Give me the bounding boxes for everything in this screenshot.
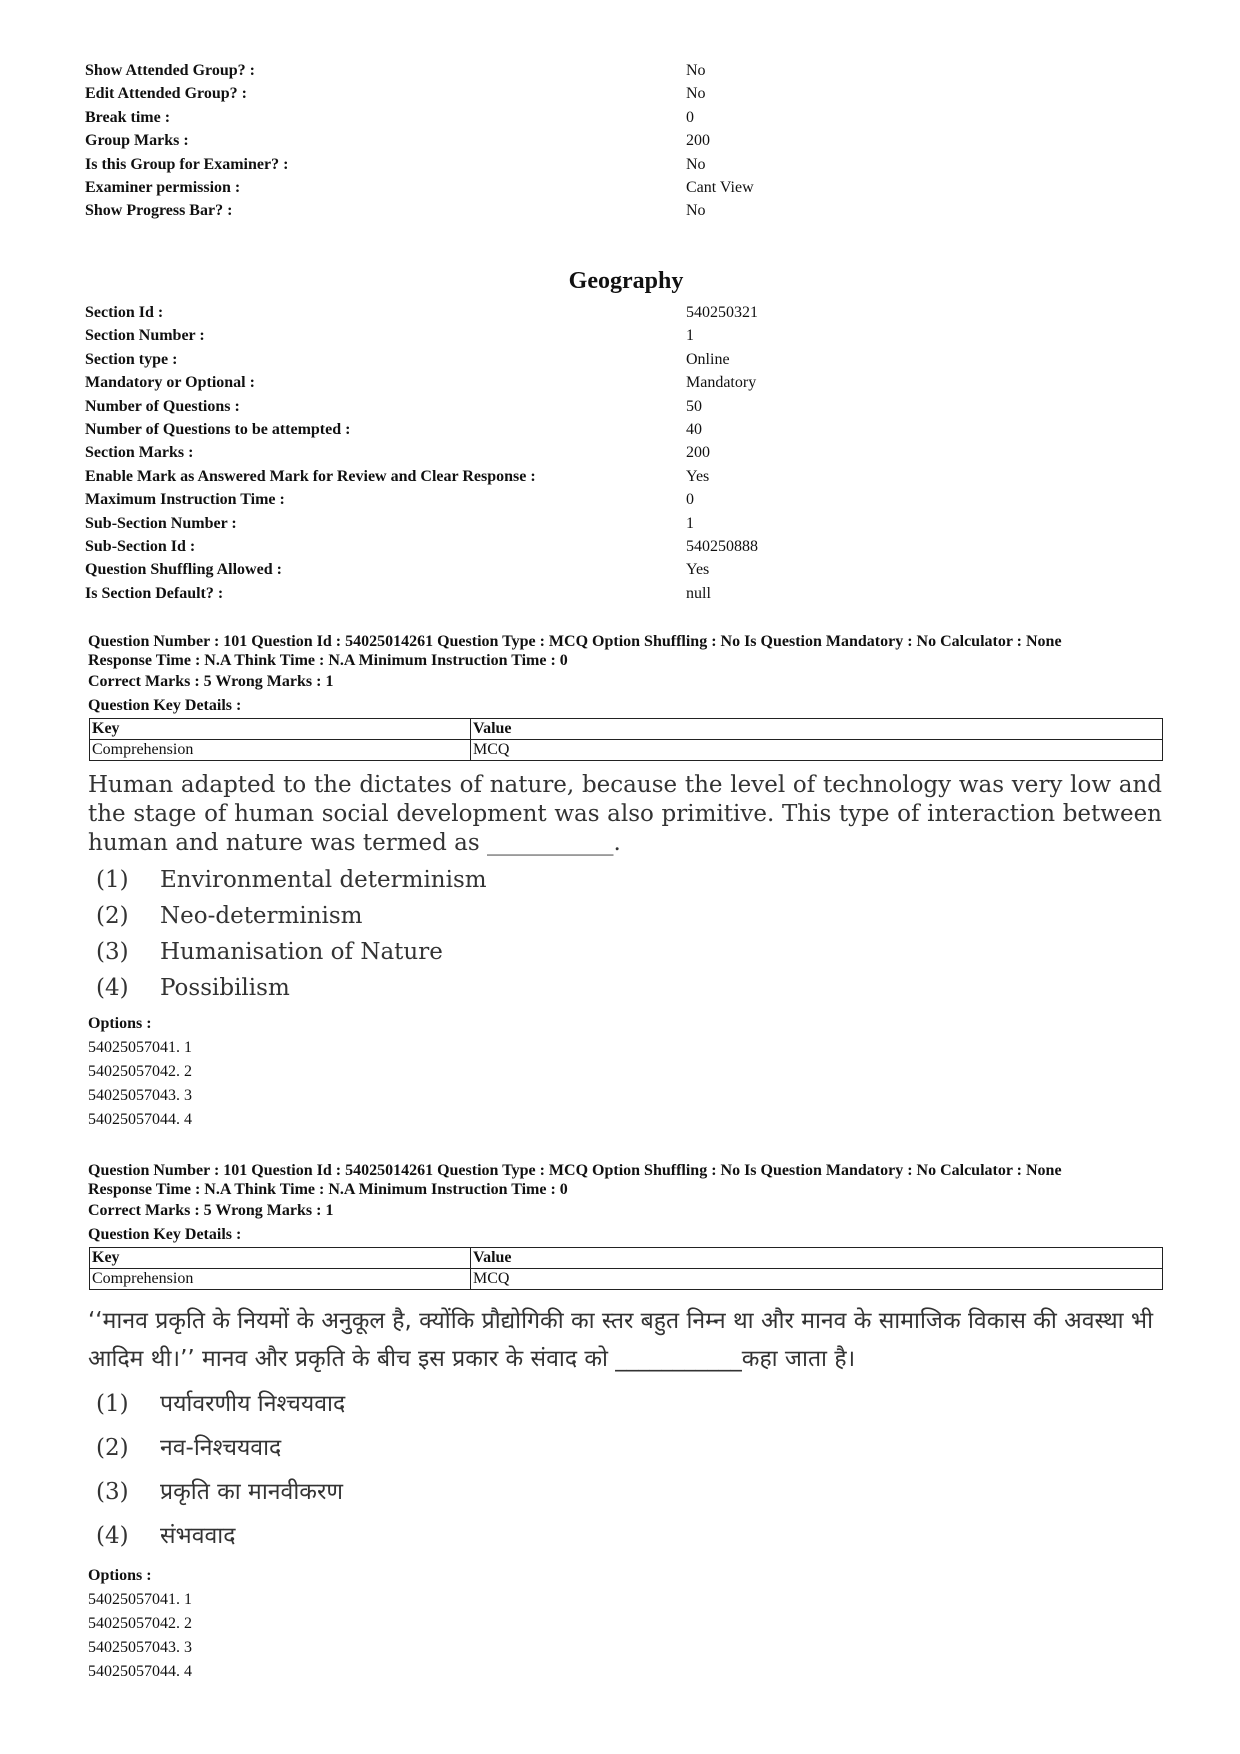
- field-label: Examiner permission :: [85, 178, 241, 196]
- choice-text: संभववाद: [160, 1523, 236, 1549]
- choice-number: (4): [96, 1523, 129, 1549]
- section-field-row: [85, 395, 1185, 418]
- field-label: Section Number :: [85, 327, 205, 345]
- field-label: Edit Attended Group? :: [85, 85, 247, 103]
- field-value: Cant View: [686, 178, 754, 196]
- answer-choice: [88, 934, 1168, 970]
- answer-choice: [88, 898, 1168, 934]
- group-settings: [85, 59, 1185, 223]
- field-label: Enable Mark as Answered Mark for Review and Clear Response :: [85, 467, 536, 485]
- field-label: Sub-Section Number :: [85, 514, 237, 532]
- field-label: Break time :: [85, 108, 171, 126]
- section-field-row: [85, 348, 1185, 371]
- table-header-cell: Value: [471, 1248, 1163, 1269]
- field-label: Group Marks :: [85, 132, 189, 150]
- options-label: Options :: [88, 1567, 152, 1584]
- field-label: Is this Group for Examiner? :: [85, 155, 289, 173]
- question-block-hindi: [88, 1161, 1168, 1684]
- answer-choice: [88, 862, 1168, 898]
- section-field-row: [85, 324, 1185, 347]
- field-label: Section Marks :: [85, 444, 194, 462]
- table-header-cell: Value: [471, 719, 1163, 740]
- choice-text: नव-निश्चयवाद: [160, 1435, 282, 1461]
- option-id: 54025057041. 1: [88, 1039, 192, 1056]
- section-field-row: [85, 465, 1185, 488]
- field-label: Question Shuffling Allowed :: [85, 561, 282, 579]
- group-setting-row: [85, 106, 1185, 129]
- choice-number: (2): [96, 1435, 129, 1461]
- choice-number: (3): [96, 1479, 129, 1505]
- question-marks: Correct Marks : 5 Wrong Marks : 1: [88, 1202, 334, 1219]
- key-details-table: [89, 1247, 1163, 1290]
- group-setting-row: [85, 153, 1185, 176]
- section-field-row: [85, 488, 1185, 511]
- answer-choices: [88, 1382, 1168, 1558]
- choice-number: (2): [96, 903, 129, 929]
- table-header-cell: Key: [90, 1248, 471, 1269]
- section-field-row: [85, 301, 1185, 324]
- choice-text: Neo-determinism: [160, 903, 363, 929]
- field-value: 200: [686, 132, 710, 150]
- group-setting-row: [85, 176, 1185, 199]
- field-value: null: [686, 584, 711, 602]
- field-value: No: [686, 62, 706, 79]
- field-label: Number of Questions :: [85, 397, 240, 415]
- field-value: 200: [686, 444, 710, 462]
- section-field-row: [85, 418, 1185, 441]
- section-field-row: [85, 582, 1185, 605]
- field-value: Mandatory: [686, 374, 757, 392]
- group-setting-row: [85, 59, 1185, 82]
- answer-choice: [88, 970, 1168, 1006]
- field-value: 1: [686, 327, 694, 345]
- key-details-label: Question Key Details :: [88, 697, 242, 714]
- section-title: Geography: [568, 268, 684, 294]
- field-value: Yes: [686, 561, 710, 579]
- field-value: No: [686, 85, 706, 103]
- field-label: Is Section Default? :: [85, 584, 224, 602]
- choice-text: प्रकृति का मानवीकरण: [160, 1479, 343, 1505]
- table-cell: MCQ: [471, 740, 1163, 761]
- field-value: 0: [686, 108, 694, 126]
- section-field-row: [85, 535, 1185, 558]
- question-header: Question Number : 101 Question Id : 54025014261 Question Type : MCQ Option Shuffling : No Is Question Mandatory : No Calculator : None: [88, 633, 1062, 650]
- question-header: Question Number : 101 Question Id : 54025014261 Question Type : MCQ Option Shuffling : No Is Question Mandatory : No Calculator : None: [88, 1162, 1062, 1179]
- question-passage: Human adapted to the dictates of nature, because the level of technology was very low and the stage of human social development was also primitive. This type of interaction between human and nature was termed as ___________.: [88, 772, 1162, 856]
- field-value: 0: [686, 491, 694, 509]
- field-value: No: [686, 202, 706, 220]
- option-id: 54025057042. 2: [88, 1063, 192, 1080]
- choice-text: Environmental determinism: [160, 867, 487, 893]
- section-field-row: [85, 441, 1185, 464]
- field-label: Number of Questions to be attempted :: [85, 420, 351, 438]
- field-label: Maximum Instruction Time :: [85, 491, 285, 509]
- choice-text: Possibilism: [160, 975, 290, 1001]
- choice-number: (4): [96, 975, 129, 1001]
- field-label: Show Progress Bar? :: [85, 202, 233, 220]
- field-label: Show Attended Group? :: [85, 62, 255, 79]
- choice-text: पर्यावरणीय निश्चयवाद: [160, 1391, 346, 1417]
- question-passage: ‘‘मानव प्रकृति के नियमों के अनुकूल है, क्योंकि प्रौद्योगिकी का स्तर बहुत निम्न था और मानव के सामाजिक विकास की अवस्था भी आदिम थी।’’ मानव और प्रकृति के बीच इस प्रकार के संवाद को ___________कहा जाता है।: [88, 1308, 1154, 1372]
- question-timing: Response Time : N.A Think Time : N.A Minimum Instruction Time : 0: [88, 652, 568, 669]
- group-setting-row: [85, 82, 1185, 105]
- table-cell: MCQ: [471, 1269, 1163, 1290]
- field-value: 40: [686, 420, 702, 438]
- answer-choices: [88, 862, 1168, 1006]
- table-row: [90, 1269, 1163, 1290]
- question-marks: Correct Marks : 5 Wrong Marks : 1: [88, 673, 334, 690]
- question-timing: Response Time : N.A Think Time : N.A Minimum Instruction Time : 0: [88, 1181, 568, 1198]
- field-label: Mandatory or Optional :: [85, 374, 255, 392]
- section-field-row: [85, 512, 1185, 535]
- table-cell: Comprehension: [90, 1269, 471, 1290]
- table-header-row: [90, 1248, 1163, 1269]
- option-id: 54025057043. 3: [88, 1087, 192, 1104]
- table-header-cell: Key: [90, 719, 471, 740]
- section-fields: [85, 301, 1185, 605]
- section-field-row: [85, 371, 1185, 394]
- option-id: 54025057044. 4: [88, 1111, 192, 1128]
- choice-text: Humanisation of Nature: [160, 939, 443, 965]
- option-id: 54025057042. 2: [88, 1615, 192, 1632]
- answer-choice: [88, 1382, 1168, 1426]
- choice-number: (1): [96, 867, 129, 893]
- table-cell: Comprehension: [90, 740, 471, 761]
- answer-choice: [88, 1470, 1168, 1514]
- table-header-row: [90, 719, 1163, 740]
- option-id: 54025057044. 4: [88, 1663, 192, 1680]
- field-value: 540250888: [686, 537, 758, 555]
- table-row: [90, 740, 1163, 761]
- question-block-english: [88, 632, 1168, 1132]
- answer-choice: [88, 1514, 1168, 1558]
- options-label: Options :: [88, 1015, 152, 1032]
- field-value: 540250321: [686, 304, 758, 321]
- choice-number: (3): [96, 939, 129, 965]
- field-value: 50: [686, 397, 702, 415]
- group-setting-row: [85, 199, 1185, 222]
- key-details-table: [89, 718, 1163, 761]
- field-value: No: [686, 155, 706, 173]
- choice-number: (1): [96, 1391, 129, 1417]
- field-value: 1: [686, 514, 694, 532]
- group-setting-row: [85, 129, 1185, 152]
- option-id: 54025057041. 1: [88, 1591, 192, 1608]
- field-label: Section Id :: [85, 304, 164, 321]
- option-id: 54025057043. 3: [88, 1639, 192, 1656]
- key-details-label: Question Key Details :: [88, 1226, 242, 1243]
- answer-choice: [88, 1426, 1168, 1470]
- section-field-row: [85, 558, 1185, 581]
- field-label: Section type :: [85, 350, 178, 368]
- field-value: Online: [686, 350, 730, 368]
- field-label: Sub-Section Id :: [85, 537, 196, 555]
- field-value: Yes: [686, 467, 710, 485]
